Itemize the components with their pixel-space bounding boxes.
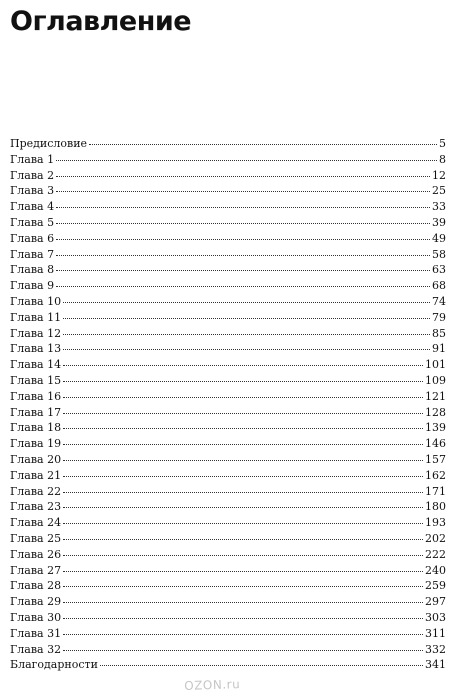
toc-entry-page-number: 240 <box>425 563 446 577</box>
toc-entry <box>10 578 446 594</box>
toc-dot-leader <box>56 176 430 177</box>
toc-dot-leader <box>63 492 423 493</box>
toc-entry-page-number: 311 <box>425 626 446 640</box>
toc-entry-page-number: 162 <box>425 468 446 482</box>
toc-entry <box>10 199 446 215</box>
toc-entry-page-number: 5 <box>439 137 446 150</box>
toc-entry <box>10 515 446 531</box>
toc-entry-page-number: 297 <box>425 595 446 609</box>
toc-entry <box>10 405 446 421</box>
toc-entry-page-number: 49 <box>432 231 446 245</box>
toc-entry-page-number: 8 <box>439 152 446 166</box>
toc-dot-leader <box>63 413 423 414</box>
toc-dot-leader <box>63 650 423 651</box>
toc-entry-label: Глава 18 <box>10 421 62 435</box>
toc-dot-leader <box>56 239 430 240</box>
toc-entry-label: Глава 22 <box>10 484 62 498</box>
toc-dot-leader <box>63 634 423 635</box>
toc-entry-page-number: 25 <box>432 184 446 198</box>
toc-entry-page-number: 39 <box>432 215 446 229</box>
toc-dot-leader <box>63 381 423 382</box>
toc-dot-leader <box>56 270 430 271</box>
toc-entry-label: Глава 2 <box>10 168 55 182</box>
toc-entry <box>10 626 446 642</box>
toc-entry-label: Глава 19 <box>10 437 62 451</box>
toc-dot-leader <box>63 365 423 366</box>
toc-entry <box>10 420 446 436</box>
toc-dot-leader <box>63 428 423 429</box>
toc-entry-page-number: 101 <box>425 358 446 372</box>
toc-dot-leader <box>63 602 423 603</box>
toc-entry-page-number: 109 <box>425 373 446 387</box>
toc-entry-label: Глава 17 <box>10 405 62 419</box>
toc-entry-page-number: 58 <box>432 247 446 261</box>
toc-dot-leader <box>56 286 430 287</box>
toc-entry-label: Глава 21 <box>10 468 62 482</box>
toc-entry <box>10 499 446 515</box>
toc-entry-label: Глава 9 <box>10 279 55 293</box>
toc-entry-page-number: 332 <box>425 642 446 656</box>
toc-entry-label: Глава 32 <box>10 642 62 656</box>
toc-entry <box>10 183 446 199</box>
toc-entry-page-number: 91 <box>432 342 446 356</box>
toc-entry <box>10 294 446 310</box>
toc-entry-label: Глава 1 <box>10 152 55 166</box>
toc-entry <box>10 247 446 263</box>
toc-dot-leader <box>56 160 437 161</box>
toc-entry <box>10 484 446 500</box>
toc-entry-page-number: 146 <box>425 437 446 451</box>
toc-entry <box>10 468 446 484</box>
toc-dot-leader <box>63 397 423 398</box>
toc-entry-page-number: 193 <box>425 516 446 530</box>
toc-entry-page-number: 12 <box>432 168 446 182</box>
toc-entry-label: Глава 6 <box>10 231 55 245</box>
toc-entry-label: Глава 16 <box>10 389 62 403</box>
toc-dot-leader <box>63 334 430 335</box>
toc-entry <box>10 357 446 373</box>
toc-entry-label: Глава 7 <box>10 247 55 261</box>
toc-entry-label: Глава 26 <box>10 547 62 561</box>
toc-entry <box>10 657 446 673</box>
toc-entry <box>10 452 446 468</box>
toc-entry <box>10 547 446 563</box>
page-title: Оглавление <box>10 6 192 37</box>
toc-dot-leader <box>63 571 423 572</box>
toc-entry <box>10 326 446 342</box>
toc-entry-label: Глава 30 <box>10 610 62 624</box>
toc-entry-label: Глава 24 <box>10 516 62 530</box>
toc-dot-leader <box>100 665 423 666</box>
toc-dot-leader <box>56 191 430 192</box>
toc-entry <box>10 152 446 168</box>
toc-entry-page-number: 85 <box>432 326 446 340</box>
toc-entry <box>10 215 446 231</box>
toc-entry-label: Глава 20 <box>10 452 62 466</box>
toc-dot-leader <box>56 223 430 224</box>
toc-dot-leader <box>63 507 423 508</box>
toc-entry-label: Глава 25 <box>10 531 62 545</box>
table-of-contents <box>10 136 446 673</box>
toc-entry <box>10 168 446 184</box>
toc-entry-page-number: 63 <box>432 263 446 277</box>
toc-entry-label: Глава 13 <box>10 342 62 356</box>
toc-dot-leader <box>63 523 423 524</box>
toc-entry <box>10 373 446 389</box>
toc-entry-label: Глава 31 <box>10 626 62 640</box>
toc-entry-label: Предисловие <box>10 137 88 150</box>
toc-entry <box>10 436 446 452</box>
toc-dot-leader <box>63 476 423 477</box>
toc-entry <box>10 531 446 547</box>
toc-entry <box>10 610 446 626</box>
toc-dot-leader <box>56 207 430 208</box>
toc-dot-leader <box>63 318 430 319</box>
watermark: OZON.ru <box>184 677 241 693</box>
toc-entry-page-number: 74 <box>432 294 446 308</box>
toc-entry-label: Глава 3 <box>10 184 55 198</box>
toc-entry-page-number: 341 <box>425 658 446 672</box>
toc-entry-label: Глава 4 <box>10 200 55 214</box>
toc-entry <box>10 310 446 326</box>
toc-dot-leader <box>63 555 423 556</box>
toc-dot-leader <box>63 460 423 461</box>
toc-entry-page-number: 79 <box>432 310 446 324</box>
toc-entry <box>10 594 446 610</box>
toc-entry-page-number: 121 <box>425 389 446 403</box>
toc-entry-page-number: 180 <box>425 500 446 514</box>
toc-entry-label: Глава 28 <box>10 579 62 593</box>
toc-entry-label: Благодарности <box>10 658 98 672</box>
toc-entry <box>10 642 446 658</box>
toc-entry-page-number: 68 <box>432 279 446 293</box>
toc-entry-page-number: 128 <box>425 405 446 419</box>
toc-entry-label: Глава 15 <box>10 373 62 387</box>
toc-entry <box>10 278 446 294</box>
toc-dot-leader <box>63 586 423 587</box>
toc-entry <box>10 389 446 405</box>
toc-entry <box>10 341 446 357</box>
toc-entry <box>10 262 446 278</box>
toc-dot-leader <box>89 144 437 145</box>
toc-dot-leader <box>56 255 430 256</box>
toc-entry <box>10 563 446 579</box>
toc-entry-label: Глава 29 <box>10 595 62 609</box>
toc-entry-page-number: 202 <box>425 531 446 545</box>
toc-dot-leader <box>63 349 430 350</box>
toc-entry <box>10 231 446 247</box>
toc-entry <box>10 136 446 152</box>
toc-dot-leader <box>63 444 423 445</box>
toc-dot-leader <box>63 618 423 619</box>
toc-entry-page-number: 33 <box>432 200 446 214</box>
toc-dot-leader <box>63 302 430 303</box>
toc-entry-label: Глава 14 <box>10 358 62 372</box>
toc-entry-label: Глава 11 <box>10 310 62 324</box>
toc-entry-page-number: 157 <box>425 452 446 466</box>
toc-entry-page-number: 222 <box>425 547 446 561</box>
toc-entry-label: Глава 23 <box>10 500 62 514</box>
toc-entry-label: Глава 12 <box>10 326 62 340</box>
toc-entry-label: Глава 10 <box>10 294 62 308</box>
toc-entry-label: Глава 8 <box>10 263 55 277</box>
toc-entry-page-number: 259 <box>425 579 446 593</box>
toc-entry-page-number: 139 <box>425 421 446 435</box>
toc-entry-label: Глава 27 <box>10 563 62 577</box>
toc-dot-leader <box>63 539 423 540</box>
toc-entry-page-number: 171 <box>425 484 446 498</box>
toc-entry-label: Глава 5 <box>10 215 55 229</box>
toc-entry-page-number: 303 <box>425 610 446 624</box>
